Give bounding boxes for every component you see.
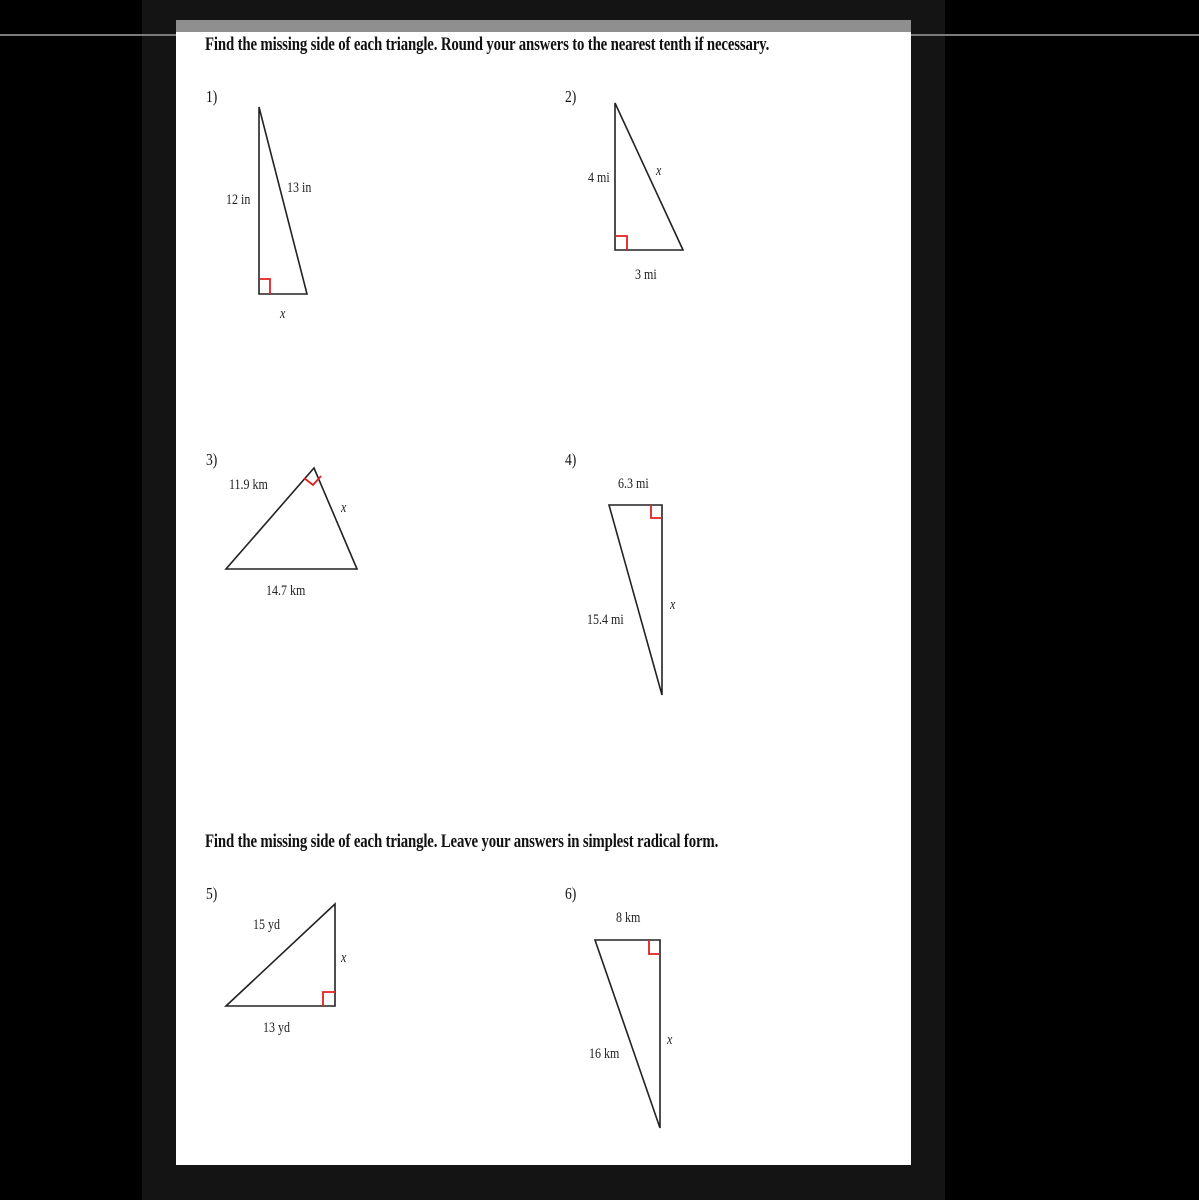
right-angle-marker-6 <box>649 940 660 954</box>
p5-side-x: x <box>341 950 347 966</box>
p4-side-15-4mi: 15.4 mi <box>587 612 624 628</box>
p2-side-4mi: 4 mi <box>588 170 610 186</box>
problem-6-number: 6) <box>565 884 577 903</box>
p1-side-12in: 12 in <box>226 192 251 208</box>
problem-5-number: 5) <box>206 884 218 903</box>
triangle-4 <box>609 505 662 695</box>
p6-side-x: x <box>667 1032 673 1048</box>
problem-3-number: 3) <box>206 450 218 469</box>
p1-side-x: x <box>280 306 286 322</box>
triangle-6 <box>595 940 660 1128</box>
section-1-instructions: Find the missing side of each triangle. Round your answers to the nearest tenth if necessary. <box>205 34 770 55</box>
p5-side-13yd: 13 yd <box>263 1020 290 1036</box>
section-2-instructions: Find the missing side of each triangle. Leave your answers in simplest radical form. <box>205 831 719 852</box>
problem-4-number: 4) <box>565 450 577 469</box>
p4-side-x: x <box>670 597 676 613</box>
p5-side-15yd: 15 yd <box>253 917 280 933</box>
triangle-2 <box>615 103 683 250</box>
p2-side-x: x <box>656 163 662 179</box>
p3-side-14-7km: 14.7 km <box>266 583 306 599</box>
triangle-5 <box>226 904 335 1006</box>
p1-side-13in: 13 in <box>287 180 312 196</box>
right-angle-marker-5 <box>323 992 335 1006</box>
p3-side-11-9km: 11.9 km <box>229 477 268 493</box>
right-angle-marker-2 <box>615 236 627 250</box>
problem-1-number: 1) <box>206 87 218 106</box>
p6-side-16km: 16 km <box>589 1046 620 1062</box>
right-angle-marker-1 <box>259 279 270 294</box>
triangle-1 <box>259 107 307 294</box>
problem-2-number: 2) <box>565 87 577 106</box>
right-angle-marker-4 <box>651 505 662 518</box>
p4-side-6-3mi: 6.3 mi <box>618 476 649 492</box>
p2-side-3mi: 3 mi <box>635 267 657 283</box>
p6-side-8km: 8 km <box>616 910 641 926</box>
p3-side-x: x <box>341 500 347 516</box>
